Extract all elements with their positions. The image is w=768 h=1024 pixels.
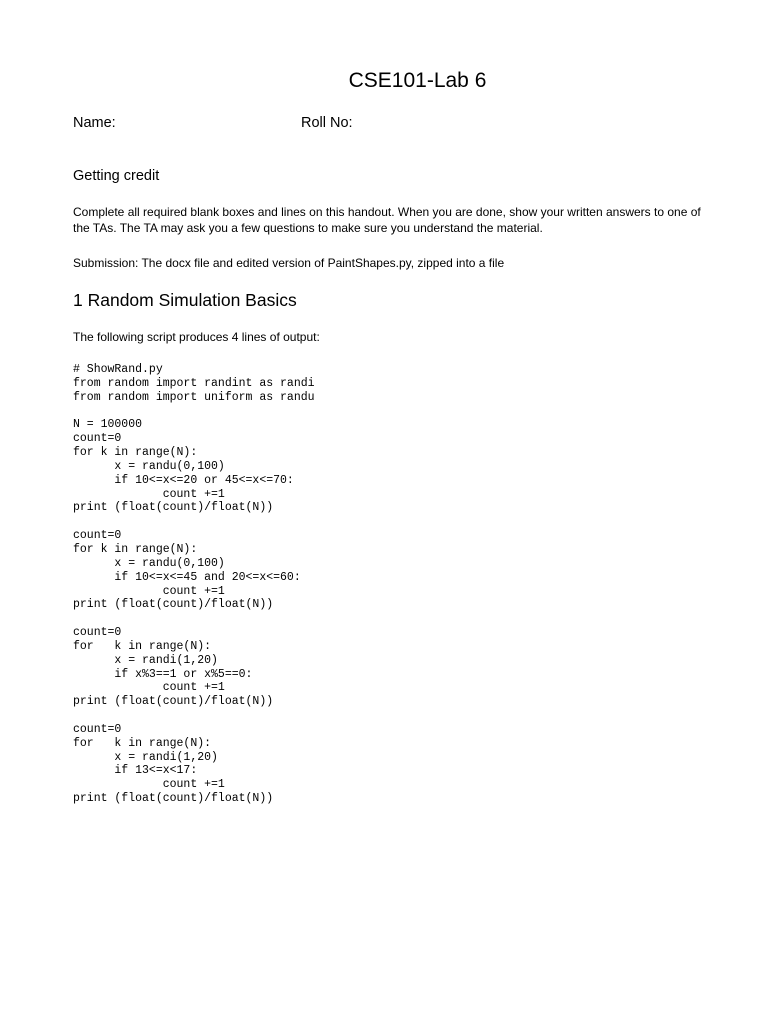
page-title: CSE101-Lab 6 [348,69,487,92]
submission-note: Submission: The docx file and edited version of PaintShapes.py, zipped into a file [73,256,505,270]
section-1-heading: 1 Random Simulation Basics [73,290,297,310]
getting-credit-heading: Getting credit [73,168,160,184]
section-1-intro: The following script produces 4 lines of output: [73,330,320,344]
credit-instructions: Complete all required blank boxes and lines on this handout. When you are done, show your written answers to one of the TAs. The TA may ask you a few questions to make sure you understand the material. [73,205,701,235]
code-listing: # ShowRand.py from random import randint as randi from random import uniform as randu N = 100000 count=0 for k in range(N): x = randu(0,100) if 10<=x<=20 or 45<=x<=70: count +=1 print (float(count)/float(N)) count=0 for k in range(N): x = randu(0,100) if 10<=x<=45 and 20<=x<=60: count +=1 print (float(count)/float(N)) count=0 for k in range(N): x = randi(1,20) if x%3==1 or x%5==0: count +=1 print (float(count)/float(N)) count=0 for k in range(N): x = randi(1,20) if 13<=x<17: count +=1 print (float(count)/float(N)) [73,363,315,806]
name-field-label: Name: [73,115,116,131]
roll-no-field-label: Roll No: [301,115,353,131]
